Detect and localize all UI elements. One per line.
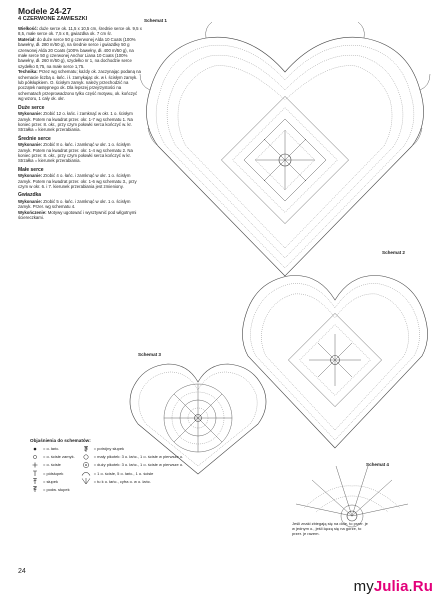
schemat-1-diagram	[140, 18, 430, 283]
legend-item: = potrójny słupek	[81, 445, 184, 452]
legend	[30, 438, 230, 546]
section-paragraph: Wykonanie: Zrobić 5 o. łańc. i zamknąć w okr. 1 o. ścisłym zamyk. Przer. wg schematu 4.	[18, 198, 131, 210]
plus-icon	[30, 462, 40, 468]
dc-icon	[30, 478, 40, 484]
watermark-logo: myJulia.Ru	[353, 578, 433, 595]
legend-item: = tu k o. łańc., cyfra o. w o. łańc.	[81, 478, 184, 485]
legend-item: = o. łańc.	[30, 445, 75, 452]
section-paragraph: Wykonanie: Zrobić 4 o. łańc. i zamknąć w okr. 1 o. ścisłym zamyk. Potem na kwadrat przer. okr. 1-6 wg schematu 3., przy czym w okr. 6. i 7. kierunek przerabiania jest zmieniony.	[18, 173, 137, 189]
fan-icon	[81, 470, 91, 476]
legend-item: = duży pikotek: 3 o. łańc., 1 o. ścisłe w pierwsze o.	[81, 461, 184, 468]
section-heading: Gwiazdka	[18, 192, 42, 199]
legend-item: = podw. słupek	[30, 486, 75, 493]
section-heading: Duże serce	[18, 104, 45, 111]
dot-icon	[30, 446, 40, 452]
page-subtitle	[18, 16, 142, 23]
instructions-column	[18, 6, 142, 220]
dtr-icon	[30, 486, 40, 492]
cluster-icon	[81, 446, 91, 452]
section-heading: Średnie serce	[18, 135, 51, 142]
legend-item: = 1 o. ścisłe, 5 o. łańc., 1 o. ścisłe	[81, 470, 184, 477]
schemat-2-diagram	[240, 252, 430, 452]
note-text: Jeśli znaki zbiegają się na dole, to przer. je w jednym o., jeśli łączą się na górze, to przer. je razem.	[292, 521, 368, 536]
schemat-1-label: Schemat 1	[144, 18, 167, 23]
section-paragraph: Wykończenie: Motywy ugotować i wysztywnić pod wilgotnymi ściereczkami.	[18, 209, 137, 220]
legend-column	[30, 445, 75, 493]
intro-paragraph: Wielkość: duże serce ok. 11,5 x 10,5 cm, średnie serce ok. 9,5 x 8,5, małe serce ok. 7,5 x 8, gwiazdka ok. 7 cm śr.	[18, 26, 142, 37]
schemat-4-label: Schemat 4	[366, 462, 389, 467]
intro-paragraph: Materiał: do duże serce 50 g czerwonej Alda 10 Coats (100% bawełny, dł. 280 m/50 g), na średnie serce i gwiazdkę 50 g czerwonej Alda 20 Coats (100% bawełny, dł. 400 m/50 g), na małe serce 50 g czerwonej Anchor Liana 10 Coats (100% bawełny, dł. 260 m/50 g), szydełko nr 1, na dochodzie serce szydełko 0,75, na małe serce 1,75.	[18, 36, 136, 69]
loop-icon	[30, 470, 40, 476]
page-title: Modele 24-27	[18, 6, 72, 16]
legend-item: = o. ścisłe zamyk.	[30, 453, 75, 460]
legend-item: = półsłupek	[30, 470, 75, 477]
picot-icon	[81, 454, 91, 460]
legend-item: = mały pikotek: 3 o. łańc., 1 o. ścisłe w pierwsze o.	[81, 453, 184, 460]
legend-item: = o. ścisłe	[30, 461, 75, 468]
section-paragraph: Wykonanie: Zrobić 8 o. łańc. i zamknąć w okr. 1 o. ścisłym zamyk. Potem na kwadrat przer. okr. 1-4 wg schematu 2. Na koniec przer. 8. okr., przy czym połowki serca kończyć w kr. Strzałka = kierunek przerabiania.	[18, 142, 133, 164]
picot-big-icon	[81, 462, 91, 468]
fan2-icon	[81, 478, 91, 484]
section-paragraph: Wykonanie: Zrobić 12 o. łańc. i zamknąć w okr. 1 o. ścisłym zamyk. Potem na kwadrat przer. okr. 1-7 wg schematu 1. Na koniec przer. 8. okr., przy czym połowki serca kończyć w. kr. Strzałka = kierunek przerabiania.	[18, 111, 133, 133]
legend-title: Objaśnienia do schematów:	[30, 438, 91, 443]
legend-column	[81, 445, 184, 493]
intro-paragraph: Technika: Przez wg schematu; każdy ok. zaczynając podaną na schemacie liczbą o. łańc. i ł. zamykając ok. w ł. ścisłym zamyk. lub półsłupkiem. O. ścisłym zamyk. należy przechodzić na początek następnego ok. Dla lepszej przejrzystości na schematach przeprowadzono tylko część motywu, ok. kończyć wg wzoru, 1 cały ok. okr.	[18, 69, 141, 102]
subtitle-index: 4	[18, 16, 22, 22]
section-heading: Małe serce	[18, 166, 44, 173]
page-number: 24	[18, 568, 26, 575]
legend-item: = słupek	[30, 478, 75, 485]
subtitle-text: CZERWONE ZAWIESZKI	[22, 16, 88, 22]
dot-icon	[30, 454, 40, 460]
schemat-4-diagram	[290, 464, 420, 522]
schemat-2-label: Schemat 2	[382, 250, 405, 255]
schemat-3-label: Schemat 3	[138, 352, 161, 357]
